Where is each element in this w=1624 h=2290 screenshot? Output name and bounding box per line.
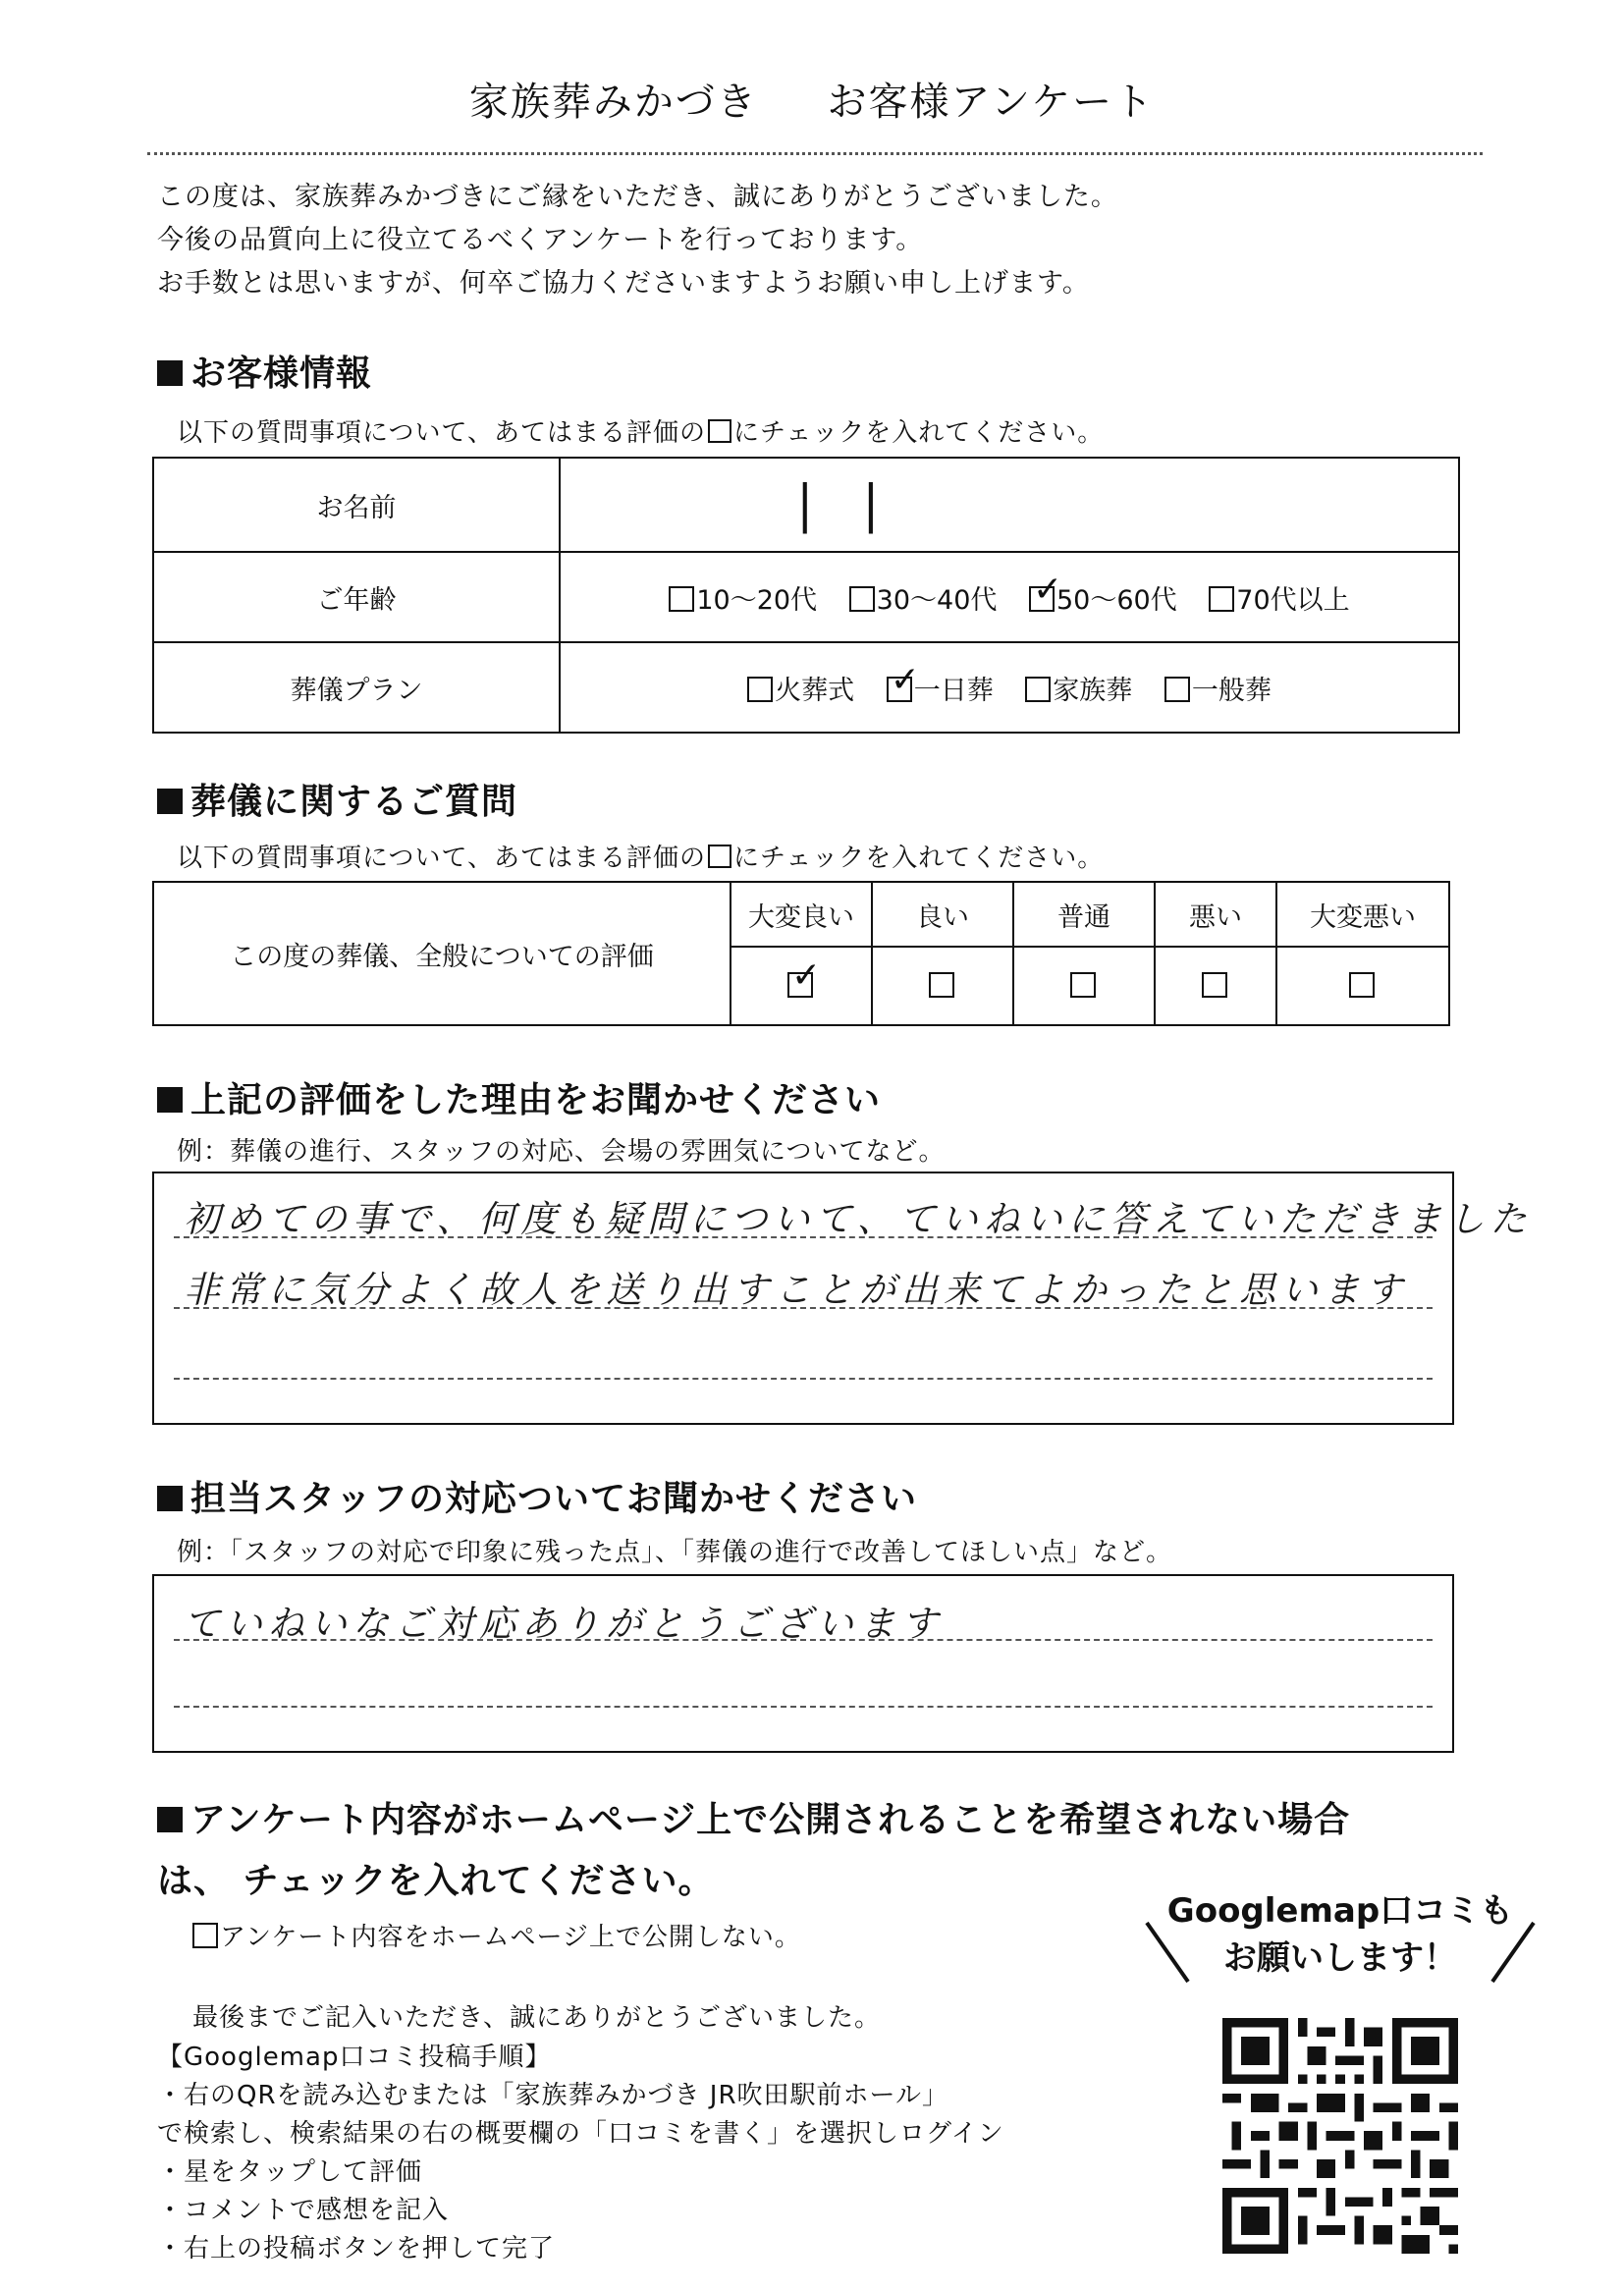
staff-example: 例：「スタッフの対応で印象に残った点」、「葬儀の進行で改善してほしい点」など。 xyxy=(177,1538,1173,1567)
checkbox-icon[interactable] xyxy=(669,586,694,612)
age-option-70-plus[interactable]: 70代以上 xyxy=(1209,578,1349,617)
reason-answer-line-2: 非常に気分よく故人を送り出すことが出来てよかったと思います xyxy=(184,1269,1408,1311)
rating-header-bad: 悪い xyxy=(1155,882,1276,947)
section-heading-customer: お客様情報 xyxy=(157,346,372,396)
rating-header-average: 普通 xyxy=(1013,882,1155,947)
googlemap-step-1: ・右のQRを読み込むまたは「家族葬みかづき JR吹田駅前ホール」 xyxy=(157,2081,949,2110)
googlemap-steps-title: 【Googlemap口コミ投稿手順】 xyxy=(157,2043,552,2072)
answer-guide-line xyxy=(174,1236,1433,1238)
section-heading-reason: 上記の評価をした理由をお聞かせください xyxy=(157,1072,881,1122)
page-title xyxy=(0,71,1624,127)
googlemap-step-1-cont: で検索し、検索結果の右の概要欄の「口コミを書く」を選択しログイン xyxy=(157,2119,1004,2149)
square-bullet-icon xyxy=(157,1087,183,1113)
checkmark-icon: ✓ xyxy=(1032,569,1063,610)
age-option-30-40[interactable]: 30～40代 xyxy=(849,578,998,617)
googlemap-badge-line-2: お願いします！ xyxy=(1223,1938,1457,1978)
rating-cell-very-good[interactable] xyxy=(731,947,872,1025)
title-divider xyxy=(147,152,1483,155)
intro-line-2: 今後の品質向上に役立てるべくアンケートを行っております。 xyxy=(157,225,924,255)
customer-info-table xyxy=(152,457,1460,734)
closing-message: 最後までご記入いただき、誠にありがとうございました。 xyxy=(192,2003,881,2033)
age-option-10-20[interactable]: 10～20代 xyxy=(669,578,817,617)
answer-guide-line xyxy=(174,1378,1433,1380)
square-bullet-icon xyxy=(157,360,183,386)
plan-option-cremation[interactable]: 火葬式 xyxy=(747,669,854,707)
checkmark-icon: ✓ xyxy=(791,954,822,996)
rating-header-very-good: 大変良い xyxy=(731,882,872,947)
checkbox-icon[interactable] xyxy=(747,677,773,702)
plan-label: 葬儀プラン xyxy=(153,642,560,733)
funeral-instruction: 以下の質問事項について、あてはまる評価の にチェックを入れてください。 xyxy=(177,844,1105,873)
rating-table xyxy=(152,881,1450,1026)
plan-option-family[interactable]: 家族葬 xyxy=(1025,669,1132,707)
name-label: お名前 xyxy=(153,458,560,552)
answer-guide-line xyxy=(174,1706,1433,1708)
checkbox-icon[interactable] xyxy=(849,586,875,612)
section-heading-funeral: 葬儀に関するご質問 xyxy=(157,774,517,824)
checkbox-icon[interactable] xyxy=(929,972,954,998)
rating-header-good: 良い xyxy=(872,882,1013,947)
rating-cell-good[interactable] xyxy=(872,947,1013,1025)
reason-example: 例：葬儀の進行、スタッフの対応、会場の雰囲気についてなど。 xyxy=(177,1137,946,1167)
checkmark-icon: ✓ xyxy=(890,659,920,700)
square-bullet-icon xyxy=(157,1807,183,1832)
reason-answer-line-1: 初めての事で、何度も疑問について、ていねいに答えていただきました xyxy=(184,1198,1533,1240)
age-option-50-60[interactable]: ✓ 50～60代 xyxy=(1029,578,1177,617)
staff-answer-line-1: ていねいなご対応ありがとうございます xyxy=(184,1603,944,1645)
checkbox-icon[interactable] xyxy=(1209,586,1234,612)
checkbox-icon[interactable] xyxy=(1025,677,1051,702)
staff-answer-box[interactable] xyxy=(152,1574,1454,1753)
googlemap-steps xyxy=(157,2039,1004,2268)
rating-cell-bad[interactable] xyxy=(1155,947,1276,1025)
intro-line-1: この度は、家族葬みかづきにご縁をいただき、誠にありがとうございました。 xyxy=(157,182,1118,212)
name-field[interactable]: | | xyxy=(560,458,1459,552)
checkbox-icon[interactable] xyxy=(1349,972,1375,998)
checkbox-icon[interactable] xyxy=(1202,972,1227,998)
answer-guide-line xyxy=(174,1639,1433,1641)
googlemap-badge-line-1: Googlemap口コミも xyxy=(1166,1891,1514,1931)
checkbox-sample-icon xyxy=(708,845,731,868)
googlemap-step-2: ・星をタップして評価 xyxy=(157,2157,423,2187)
plan-option-one-day[interactable]: ✓ 一日葬 xyxy=(887,669,994,707)
section-heading-staff: 担当スタッフの対応ついてお聞かせください xyxy=(157,1471,917,1521)
checkbox-icon[interactable] xyxy=(1164,677,1190,702)
checkbox-checked-icon[interactable] xyxy=(887,659,920,702)
intro-line-3: お手数とは思いますが、何卒ご協力くださいますようお願い申し上げます。 xyxy=(157,268,1090,299)
checkbox-checked-icon[interactable] xyxy=(1029,569,1063,612)
checkbox-sample-icon xyxy=(708,419,731,443)
googlemap-step-4: ・右上の投稿ボタンを押して完了 xyxy=(157,2234,556,2263)
rating-question: この度の葬儀、全般についての評価 xyxy=(153,882,731,1025)
checkbox-icon[interactable] xyxy=(1070,972,1096,998)
section-heading-publish: アンケート内容がホームページ上で公開されることを希望されない場合 xyxy=(157,1792,1350,1842)
customer-instruction: 以下の質問事項について、あてはまる評価の にチェックを入れてください。 xyxy=(177,418,1105,448)
survey-title: お客様アンケート xyxy=(827,80,1156,125)
rating-cell-average[interactable] xyxy=(1013,947,1155,1025)
section-heading-publish-cont: は、 チェックを入れてください。 xyxy=(157,1861,715,1901)
plan-options xyxy=(560,642,1459,733)
square-bullet-icon xyxy=(157,789,183,814)
rating-header-very-bad: 大変悪い xyxy=(1276,882,1449,947)
plan-option-general[interactable]: 一般葬 xyxy=(1164,669,1272,707)
googlemap-step-3: ・コメントで感想を記入 xyxy=(157,2196,450,2225)
checkbox-checked-icon[interactable] xyxy=(787,954,822,998)
answer-guide-line xyxy=(174,1307,1433,1309)
age-options xyxy=(560,552,1459,642)
reason-answer-box[interactable] xyxy=(152,1172,1533,1425)
googlemap-badge xyxy=(1129,1876,1551,1993)
no-publish-option[interactable]: アンケート内容をホームページ上で公開しない。 xyxy=(192,1917,801,1953)
square-bullet-icon xyxy=(157,1486,183,1511)
company-name: 家族葬みかづき xyxy=(468,80,758,125)
age-label: ご年齢 xyxy=(153,552,560,642)
qr-code-icon[interactable] xyxy=(1222,2018,1458,2254)
checkbox-icon[interactable] xyxy=(192,1923,218,1948)
rating-cell-very-bad[interactable] xyxy=(1276,947,1449,1025)
